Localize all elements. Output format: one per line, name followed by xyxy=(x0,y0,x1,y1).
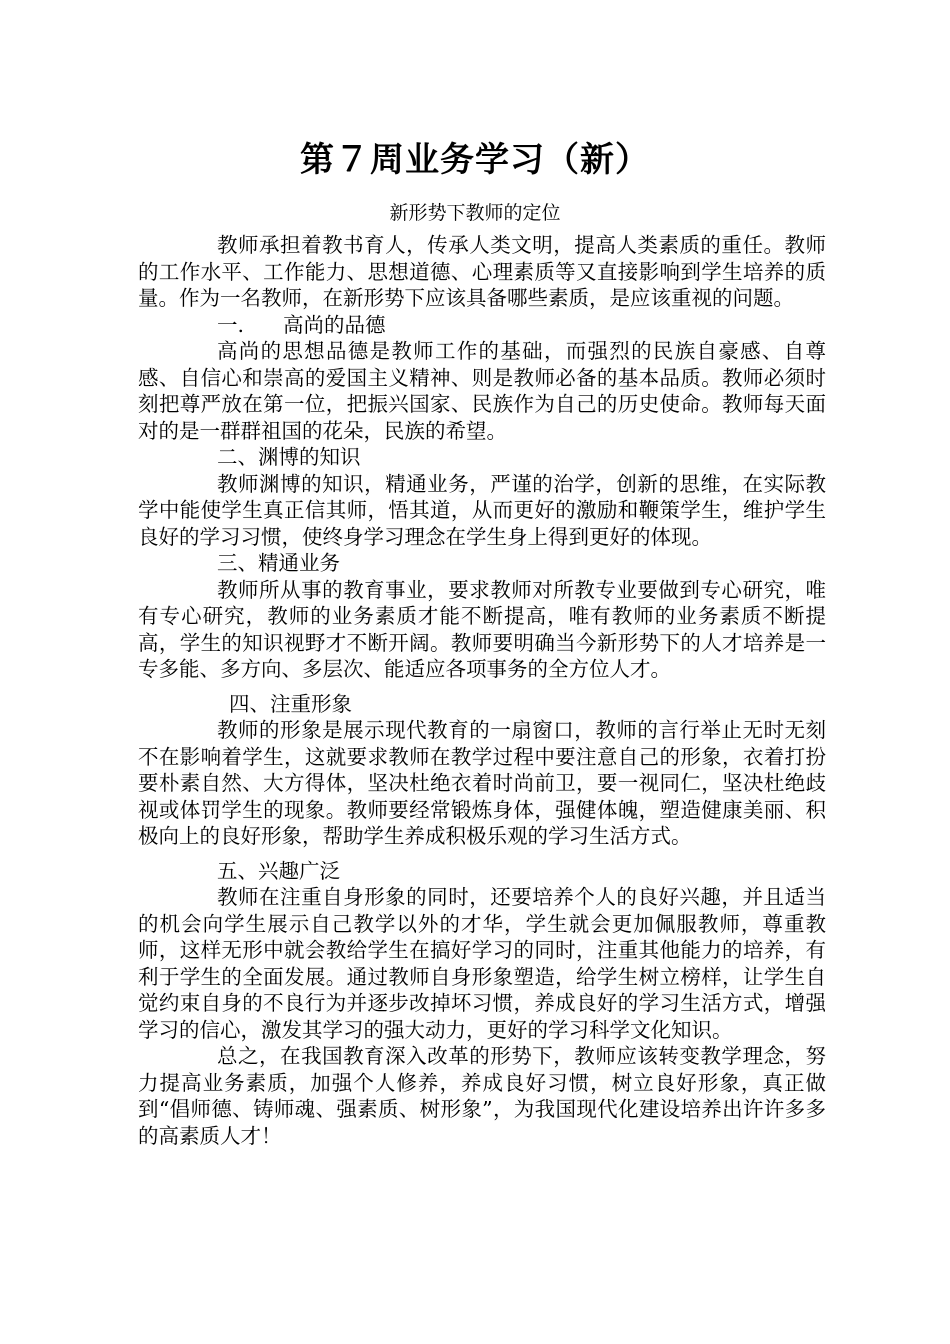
section-heading-5: 五、兴趣广泛 xyxy=(217,858,340,883)
section-heading-4: 四、注重形象 xyxy=(229,691,352,716)
section-paragraph-3: 教师所从事的教育事业，要求教师对所教专业要做到专心研究，唯有专心研究，教师的业务素质才能不断提高，唯有教师的业务素质不断提高，学生的知识视野才不断开阔。教师要明确当今新形势下的人才培养是一专多能、多方向、多层次、能适应各项事务的全方位人才。 xyxy=(138,577,826,681)
section-heading-1-label: 高尚的品德 xyxy=(283,312,386,337)
intro-paragraph: 教师承担着教书育人，传承人类文明，提高人类素质的重任。教师的工作水平、工作能力、思想道德、心理素质等又直接影响到学生培养的质量。作为一名教师，在新形势下应该具备哪些素质，是应该重视的问题。 xyxy=(138,233,826,310)
section-paragraph-2: 教师渊博的知识，精通业务，严谨的治学，创新的思维，在实际教学中能使学生真正信其师，悟其道，从而更好的激励和鞭策学生，维护学生良好的学习习惯，使终身学习理念在学生身上得到更好的体现。 xyxy=(138,471,826,549)
section-paragraph-1: 高尚的思想品德是教师工作的基础，而强烈的民族自豪感、自尊感、自信心和崇高的爱国主义精神、则是教师必备的基本品质。教师必须时刻把尊严放在第一位，把振兴国家、民族作为自己的历史使命。教师每天面对的是一群群祖国的花朵，民族的希望。 xyxy=(138,339,826,443)
section-heading-1 xyxy=(138,312,826,339)
section-paragraph-5: 教师在注重自身形象的同时，还要培养个人的良好兴趣，并且适当的机会向学生展示自己教学以外的才华，学生就会更加佩服教师，尊重教师，这样无形中就会教给学生在搞好学习的同时，注重其他能力的培养，有利于学生的全面发展。通过教师自身形象塑造，给学生树立榜样，让学生自觉约束自身的不良行为并逐步改掉坏习惯，养成良好的学习生活方式，增强学习的信心，激发其学习的强大动力，更好的学习科学文化知识。 xyxy=(138,885,826,1042)
section-number-1: 一. xyxy=(217,312,245,337)
section-paragraph-4: 教师的形象是展示现代教育的一扇窗口，教师的言行举止无时无刻不在影响着学生，这就要求教师在教学过程中要注意自己的形象，衣着打扮要朴素自然、大方得体，坚决杜绝衣着时尚前卫，要一视同仁，坚决杜绝歧视或体罚学生的现象。教师要经常锻炼身体，强健体魄，塑造健康美丽、积极向上的良好形象，帮助学生养成积极乐观的学习生活方式。 xyxy=(138,718,826,848)
document-body xyxy=(138,232,826,1149)
document-title: 第７周业务学习（新） xyxy=(300,140,650,180)
document-subtitle: 新形势下教师的定位 xyxy=(389,202,561,224)
conclusion-paragraph: 总之，在我国教育深入改革的形势下，教师应该转变教学理念，努力提高业务素质，加强个人修养，养成良好习惯，树立良好形象，真正做到“倡师德、铸师魂、强素质、树形象”，为我国现代化建设培养出许许多多的高素质人才！ xyxy=(138,1044,826,1148)
section-heading-3: 三、精通业务 xyxy=(217,551,340,575)
section-heading-2: 二、渊博的知识 xyxy=(217,445,361,469)
